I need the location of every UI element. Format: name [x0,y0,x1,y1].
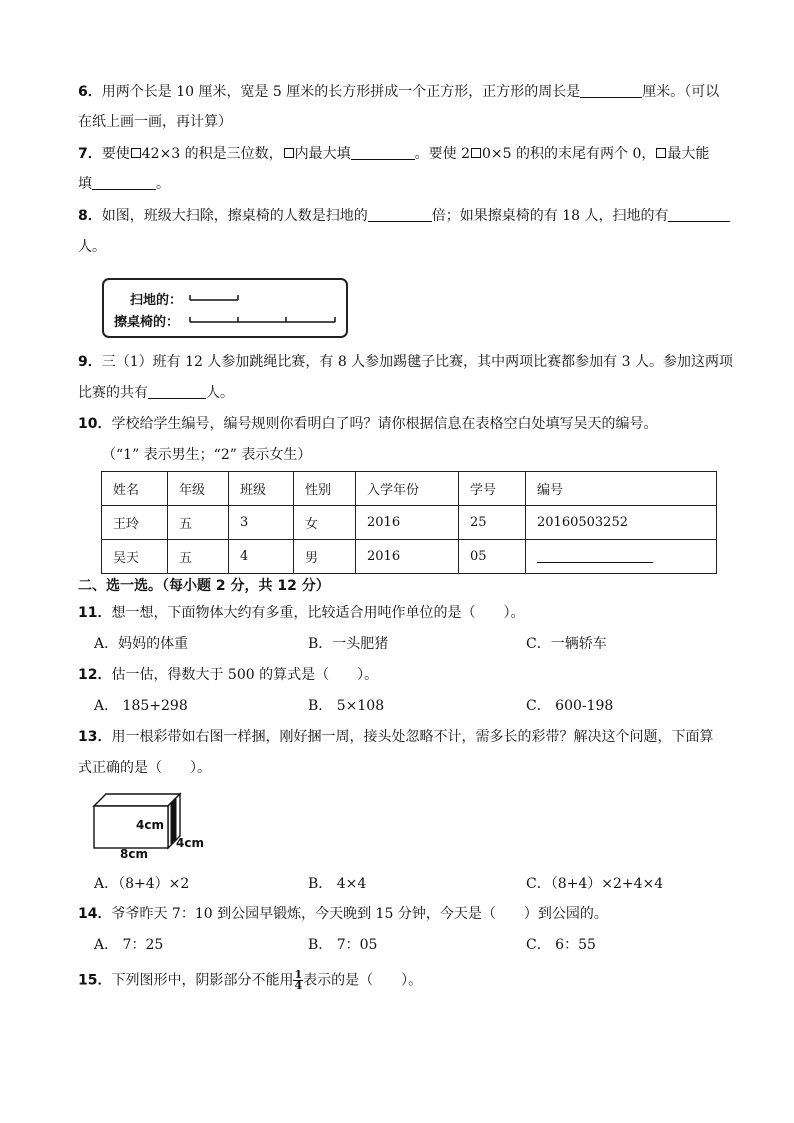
question-text: 在纸上画一画，再计算） [78,114,232,130]
table-header-cell: 学号 [459,472,526,506]
table-cell: 3 [229,506,294,540]
question-9-line-2 [78,383,234,403]
segment-bars [104,280,346,336]
table-cell: 五 [168,506,229,540]
question-text: 人。 [206,385,234,401]
question-8-line-2 [78,237,106,257]
blank-square-icon [284,148,294,158]
blank-square-icon [656,148,666,158]
question-number: 10． [78,416,112,432]
box-top-face [94,794,180,806]
option-b[interactable]: B． 5×108 [308,698,385,714]
question-number: 7． [78,146,102,162]
table-cell: 2016 [356,506,459,540]
question-7-line-2 [78,174,170,194]
blank-square-icon [131,148,141,158]
table-cell-answer[interactable] [526,540,717,574]
option-b[interactable]: B． 4×4 [308,876,367,892]
question-13-line-2 [78,758,211,778]
question-10-note: （“1” 表示男生；“2” 表示女生） [102,447,312,463]
segment-diagram [102,278,348,338]
section-title: 二、选一选。（每小题 2 分，共 12 分） [78,578,330,594]
question-text: 。 [156,176,170,192]
question-9-line-1 [78,352,733,372]
table-header-cell: 年级 [168,472,229,506]
option-c[interactable]: C． 6：55 [526,937,596,953]
question-text: 厘米。（可以 [642,84,720,100]
question-8-line-1 [78,206,730,226]
option-a[interactable]: A． 185+298 [94,698,188,714]
ribbon [172,799,175,844]
question-text: 表示的是（ ）。 [303,972,423,989]
dimension-depth: 4cm [176,836,204,850]
question-6-line-1 [78,82,719,102]
table-header-cell: 性别 [294,472,356,506]
question-number: 15． [78,972,112,989]
box-diagram [86,790,216,862]
question-text: 。要使 2 [414,146,471,162]
answer-blank[interactable] [537,548,653,563]
table-header-cell: 编号 [526,472,717,506]
question-text: 学校给学生编号，编号规则你看明白了吗？请你根据信息在表格空白处填写吴天的编号。 [111,416,658,432]
question-13-line-1 [78,727,713,747]
question-text: 人。 [78,239,106,255]
blank-square-icon [471,148,481,158]
question-number: 12． [78,667,112,683]
question-text: 内最大填 [294,146,351,162]
answer-blank[interactable] [368,207,432,222]
table-header-row [102,472,717,506]
option-b[interactable]: B． 7：05 [308,937,378,953]
question-text: 三（1）班有 12 人参加跳绳比赛，有 8 人参加踢毽子比赛，其中两项比赛都参加有 3 人。参加这两项 [101,354,733,370]
question-number: 11． [78,605,112,621]
table-row [102,506,717,540]
table-cell: 吴天 [102,540,168,574]
table-cell: 女 [294,506,356,540]
option-a[interactable]: A．（8+4）×2 [94,876,190,892]
question-10-line-1 [78,414,657,434]
student-id-table [101,471,717,574]
table-header-cell: 姓名 [102,472,168,506]
question-text: 要使 [101,146,130,162]
question-text: 倍；如果擦桌椅的有 18 人，扫地的有 [431,208,669,224]
option-a[interactable]: A． 7：25 [94,937,164,953]
fraction-numerator: 1 [294,968,303,981]
question-text: 最大能 [667,146,710,162]
table-cell: 05 [459,540,526,574]
question-text: 0×5 的积的末尾有两个 0， [482,146,656,162]
question-text: 估一估，得数大于 500 的算式是（ ）。 [111,667,379,683]
table-cell: 男 [294,540,356,574]
question-text: 爷爷昨天 7：10 到公园早锻炼，今天晚到 15 分钟，今天是（ ）到公园的。 [111,906,608,922]
question-text: 填 [78,176,92,192]
answer-blank[interactable] [668,207,730,222]
question-text: 用一根彩带如右图一样捆，刚好捆一周，接头处忽略不计，需多长的彩带？解决这个问题，下面算 [111,729,714,745]
table-header-cell: 入学年份 [356,472,459,506]
label-wipe: 擦桌椅的： [114,315,180,330]
question-number: 14． [78,906,112,922]
answer-blank[interactable] [580,83,642,98]
fraction [293,970,303,991]
option-b[interactable]: B．一头肥猪 [308,636,389,652]
question-14 [78,904,608,924]
label-sweep: 扫地的： [130,293,183,308]
question-7-line-1 [78,144,709,164]
question-12 [78,665,378,685]
question-text: 想一想，下面物体大约有多重，比较适合用吨作单位的是（ ）。 [111,605,525,621]
fraction-denominator: 4 [294,979,303,992]
question-text: 下列图形中，阴影部分不能用 [111,972,294,989]
question-text: 如图，班级大扫除，擦桌椅的人数是扫地的 [101,208,368,224]
question-6-line-2 [78,112,232,132]
option-a[interactable]: A．妈妈的体重 [94,636,189,652]
question-text: 用两个长是 10 厘米，宽是 5 厘米的长方形拼成一个正方形，正方形的周长是 [101,84,581,100]
question-text: 式正确的是（ ）。 [78,760,211,776]
table-cell: 20160503252 [526,506,717,540]
table-cell: 25 [459,506,526,540]
table-header-cell: 班级 [229,472,294,506]
answer-blank[interactable] [92,175,156,190]
question-number: 13． [78,729,112,745]
dimension-width: 8cm [120,847,148,861]
option-c[interactable]: C． 600-198 [526,698,614,714]
option-c[interactable]: C．（8+4）×2+4×4 [526,876,664,892]
table-cell: 4 [229,540,294,574]
option-c[interactable]: C．一辆轿车 [526,636,607,652]
table-cell: 五 [168,540,229,574]
answer-blank[interactable] [148,384,206,399]
question-text: 比赛的共有 [78,385,148,401]
question-15 [78,970,422,991]
question-number: 6． [78,84,102,100]
question-number: 8． [78,208,102,224]
question-11 [78,603,524,623]
question-text: 42×3 的积是三位数， [141,146,283,162]
dimension-height: 4cm [136,818,164,832]
table-cell: 2016 [356,540,459,574]
answer-blank[interactable] [351,145,415,160]
question-number: 9． [78,354,102,370]
table-cell: 王玲 [102,506,168,540]
table-row [102,540,717,574]
